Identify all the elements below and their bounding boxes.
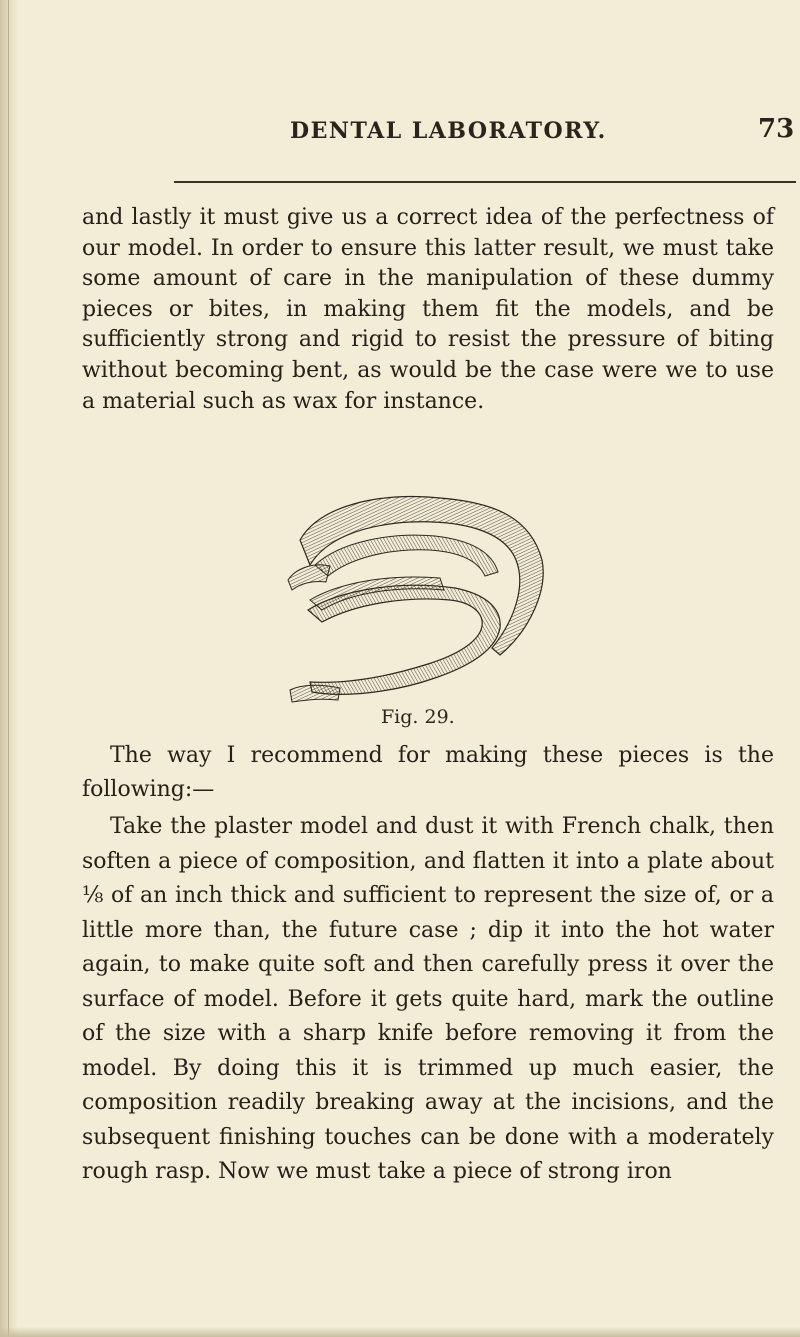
page-spine-shadow (0, 0, 18, 1337)
figure-bottom-tail (290, 685, 340, 702)
paragraph-3: Take the plaster model and dust it with French chalk, then soften a piece of composition, and flatten it into a plate about ⅛ of an inch thick and sufficient to represent the size of, or a little more than, the future case ; dip it into the hot water again, to make quite soft and then carefully press it over the surface of model. Before it gets quite hard, mark the outline of the size with a sharp knife before removing it from the model. By doing this it is trimmed up much easier, the composition readily breaking away at the incisions, and the subsequent finishing touches can be done with a moderately rough rasp. Now we must take a piece of strong iron (82, 814, 774, 1184)
paragraph-1: and lastly it must give us a correct idea of the perfectness of our model. In order to ensure this latter result, we must take some amount of care in the manipulation of these dummy pieces or bites, in making them fit the models, and be sufficiently strong and rigid to resist the pressure of biting without becoming bent, as would be the case were we to use a material such as wax for instance. (82, 205, 774, 414)
page-number: 73 (758, 114, 795, 144)
figure-29-illustration (230, 470, 550, 706)
page-bottom-shadow (0, 1327, 800, 1337)
paragraph-2: The way I recommend for making these pieces is the following:— (82, 743, 774, 802)
figure-left-tip (288, 565, 330, 590)
page-spine-line (8, 0, 9, 1337)
figure-upper-band (315, 535, 498, 576)
header-rule (174, 181, 796, 183)
running-head: DENTAL LABORATORY. (290, 118, 607, 144)
figure-caption: Fig. 29. (381, 706, 455, 728)
figure-upper-bite (300, 497, 543, 655)
